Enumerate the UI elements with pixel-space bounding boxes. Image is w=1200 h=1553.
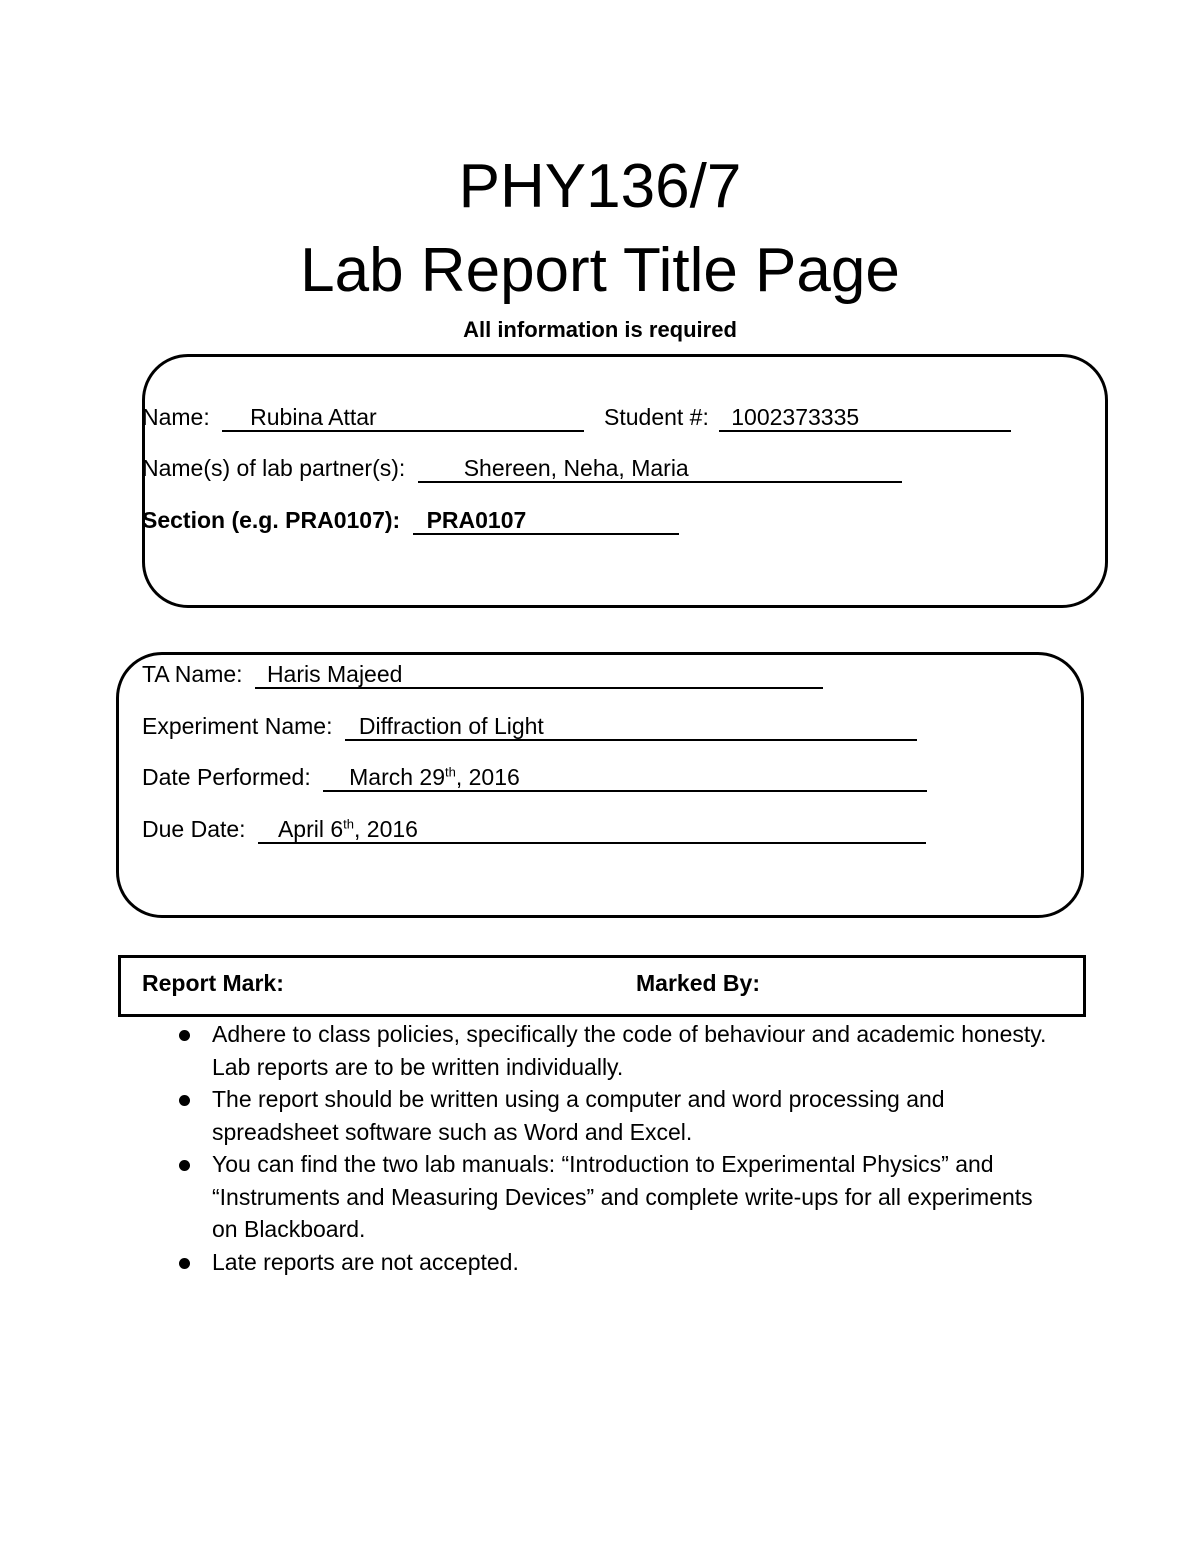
section-label: Section (e.g. PRA0107):: [142, 507, 401, 533]
bullet-icon: [179, 1030, 190, 1041]
list-item: [176, 1148, 1056, 1246]
marked-by-label: Marked By:: [636, 970, 760, 996]
page-subtitle: All information is required: [463, 317, 737, 342]
bullet-icon: [179, 1095, 190, 1106]
experiment-row: [142, 711, 917, 741]
due-date-suffix: th: [343, 816, 354, 832]
date-performed-suffix: th: [445, 764, 456, 780]
student-number-row: [604, 402, 1011, 432]
date-performed-value: March 29: [349, 764, 446, 790]
partners-row: [142, 453, 902, 483]
name-field[interactable]: Rubina Attar: [222, 404, 584, 432]
list-item: [176, 1246, 1056, 1279]
partners-field[interactable]: Shereen, Neha, Maria: [418, 455, 902, 483]
note-text: The report should be written using a computer and word processing and spreadsheet software such as Word and Excel.: [212, 1086, 945, 1145]
section-field[interactable]: PRA0107: [413, 507, 679, 535]
due-date-label: Due Date:: [142, 816, 246, 842]
due-date-value: April 6: [277, 816, 344, 842]
note-text: Adhere to class policies, specifically the code of behaviour and academic honesty. Lab reports are to be written individually.: [212, 1021, 1047, 1080]
date-performed-row: [142, 762, 927, 792]
ta-field[interactable]: Haris Majeed: [255, 661, 823, 689]
page-title: Lab Report Title Page: [300, 236, 900, 305]
experiment-field[interactable]: Diffraction of Light: [345, 713, 917, 741]
list-item: [176, 1018, 1056, 1083]
date-performed-year: , 2016: [455, 764, 520, 790]
due-date-row: [142, 814, 926, 844]
student-number-label: Student #:: [604, 404, 709, 430]
ta-row: [142, 659, 823, 689]
notes-list: [176, 1018, 1056, 1278]
report-mark-label: Report Mark:: [142, 970, 284, 996]
due-date-year: , 2016: [354, 816, 418, 842]
course-code: PHY136/7: [458, 152, 742, 221]
name-row: [142, 402, 584, 432]
note-text: Late reports are not accepted.: [212, 1248, 519, 1275]
note-text: You can find the two lab manuals: “Introduction to Experimental Physics” and “Instruments and Measuring Devices” and complete write-ups for all experiments on Blackboard.: [212, 1151, 1033, 1242]
date-performed-label: Date Performed:: [142, 764, 311, 790]
due-date-field[interactable]: [258, 816, 926, 844]
partners-label: Name(s) of lab partner(s):: [142, 455, 406, 481]
section-row: [142, 505, 679, 535]
student-number-field[interactable]: 1002373335: [719, 404, 1011, 432]
bullet-icon: [179, 1258, 190, 1269]
date-performed-field[interactable]: [323, 764, 927, 792]
list-item: [176, 1083, 1056, 1148]
ta-label: TA Name:: [142, 661, 243, 687]
bullet-icon: [179, 1160, 190, 1171]
experiment-label: Experiment Name:: [142, 713, 333, 739]
name-label: Name:: [142, 404, 210, 430]
